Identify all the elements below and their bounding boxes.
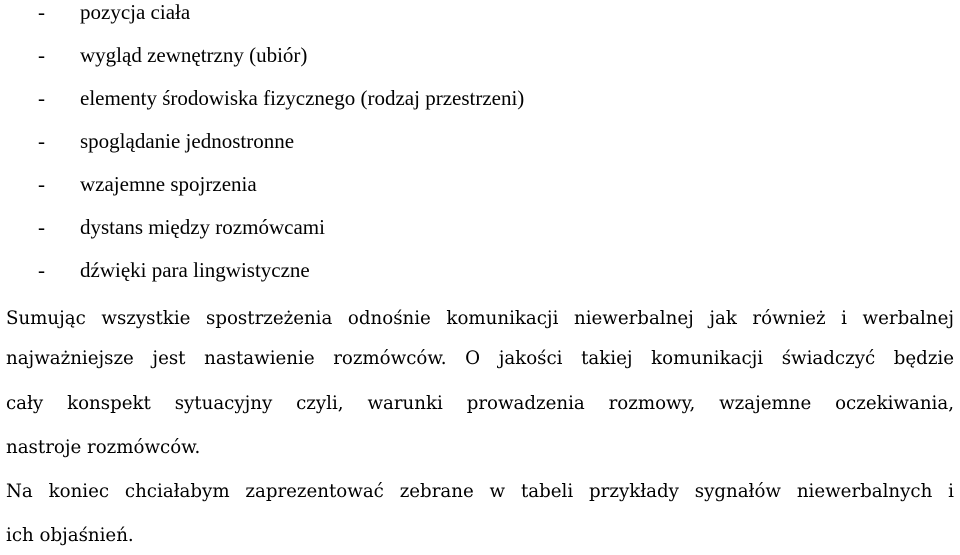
list-item-text: pozycja ciała	[80, 0, 191, 24]
bullet-dash: -	[38, 172, 45, 196]
bullet-dash: -	[38, 258, 45, 282]
paragraph-line: Na koniec chciałabym zaprezentować zebrane w tabeli przykłady sygnałów niewerbalnych i	[6, 481, 954, 502]
bullet-dash: -	[38, 86, 45, 110]
paragraph-line: ich objaśnień.	[6, 525, 134, 546]
list-item-text: dźwięki para lingwistyczne	[80, 258, 310, 282]
list-item-text: wzajemne spojrzenia	[80, 172, 257, 196]
bullet-dash: -	[38, 0, 45, 24]
paragraph-line: nastroje rozmówców.	[6, 437, 201, 458]
list-item-text: wygląd zewnętrzny (ubiór)	[80, 43, 308, 67]
list-item-text: dystans między rozmówcami	[80, 215, 325, 239]
bullet-dash: -	[38, 43, 45, 67]
list-item-text: spoglądanie jednostronne	[80, 129, 295, 153]
paragraph-line: cały konspekt sytuacyjny czyli, warunki prowadzenia rozmowy, wzajemne oczekiwania,	[6, 393, 954, 414]
paragraph-line: Sumując wszystkie spostrzeżenia odnośnie komunikacji niewerbalnej jak również i werbalnej	[6, 308, 954, 329]
paragraph-line: najważniejsze jest nastawienie rozmówców. O jakości takiej komunikacji świadczyć będzie	[6, 348, 954, 369]
bullet-dash: -	[38, 215, 45, 239]
bullet-dash: -	[38, 129, 45, 153]
list-item-text: elementy środowiska fizycznego (rodzaj przestrzeni)	[80, 86, 525, 110]
